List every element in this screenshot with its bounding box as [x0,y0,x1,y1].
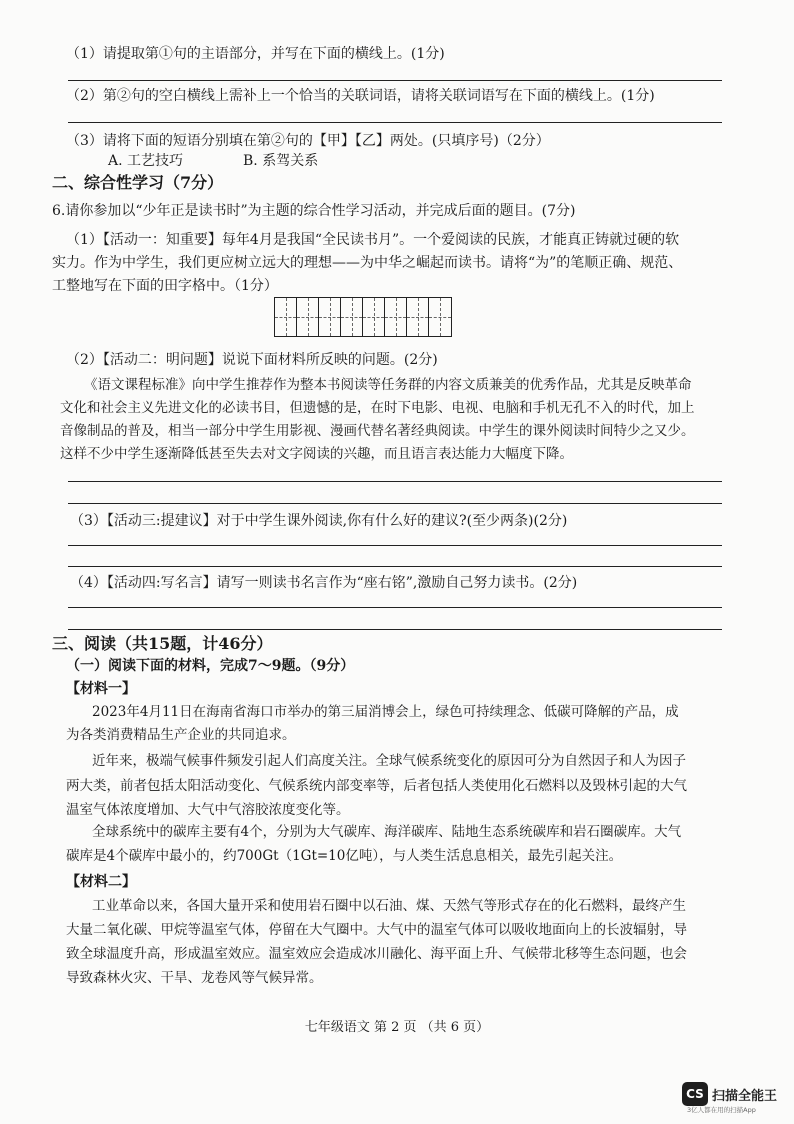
q5-sub1: （1）请提取第①句的主语部分，并写在下面的横线上。(1分) [66,46,445,62]
material1-line: 碳库是4个碳库中最小的，约700Gt（1Gt=10亿吨），与人类生活息息相关，最先引起关注。 [66,848,623,864]
scanner-tagline: 3亿人都在用的扫描App [687,1106,756,1114]
activity2-material-line: 音像制品的普及，相当一部分中学生用影视、漫画代替名著经典阅读。中学生的课外阅读时间特少之又少。 [60,423,695,439]
scanner-watermark [682,1082,777,1106]
q5-sub3: （3）请将下面的短语分别填在第②句的【甲】【乙】两处。(只填序号)（2分） [66,133,550,149]
activity1-line2: 实力。作为中学生，我们更应树立远大的理想——为中华之崛起而读书。请将“为”的笔顺正确、规范、 [52,255,683,271]
grid-cell [385,298,407,336]
answer-line [68,503,722,504]
section2-heading: 二、综合性学习（7分） [52,173,224,192]
q5-sub2: （2）第②句的空白横线上需补上一个恰当的关联词语，请将关联词语写在下面的横线上。(1分) [66,88,655,104]
answer-line [68,629,722,630]
material2-line: 致全球温度升高，形成温室效应。温室效应会造成冰川融化、海平面上升、气候带北移等生态问题，也会 [66,946,687,962]
material1-line: 温室气体浓度增加、大气中气溶胶浓度变化等。 [66,802,350,818]
material2-line: 大量二氧化碳、甲烷等温室气体，停留在大气圈中。大气中的温室气体可以吸收地面向上的长波辐射，导 [66,922,687,938]
grid-cell [275,298,297,336]
activity3: （3）【活动三:提建议】对于中学生课外阅读,你有什么好的建议?(至少两条)(2分) [70,513,568,529]
answer-line [68,481,722,482]
answer-line [68,545,722,546]
activity2-material-line: 《语文课程标准》向中学生推荐作为整本书阅读等任务群的内容文质兼美的优秀作品，尤其是反映革命 [84,377,692,393]
grid-cell [429,298,451,336]
material2-line: 导致森林火灾、干旱、龙卷风等气候异常。 [66,970,323,986]
material1-label: 【材料一】 [66,681,136,697]
activity1-line3: 工整地写在下面的田字格中。（1分） [52,278,278,294]
scanner-logo-icon: CS [682,1082,708,1106]
grid-cell [341,298,363,336]
activity2-title: （2）【活动二：明问题】说说下面材料所反映的问题。(2分) [66,352,438,368]
material1-line: 2023年4月11日在海南省海口市举办的第三届消博会上，绿色可持续理念、低碳可降解的产品，成 [92,704,679,720]
tianzige-grid [274,297,452,337]
material1-line: 全球系统中的碳库主要有4个，分别为大气碳库、海洋碳库、陆地生态系统碳库和岩石圈碳库。大气 [92,824,682,840]
grid-cell [363,298,385,336]
q5-option-b: B. 系驾关系 [243,153,319,169]
q5-option-a: A. 工艺技巧 [108,153,184,169]
material2-line: 工业革命以来，各国大量开采和使用岩石圈中以石油、煤、天然气等形式存在的化石燃料，最终产生 [92,898,686,914]
activity2-material-line: 这样不少中学生逐渐降低甚至失去对文字阅读的兴趣，而且语言表达能力大幅度下降。 [60,446,573,462]
answer-line [68,566,722,567]
section3-heading: 三、阅读（共15题，计46分） [52,634,273,653]
grid-cell [297,298,319,336]
q6-prompt: 6.请你参加以“少年正是读书时”为主题的综合性学习活动，并完成后面的题目。(7分) [52,203,576,219]
grid-cell [319,298,341,336]
page-footer: 七年级语文 第 2 页 （共 6 页） [304,1020,490,1035]
scanner-name: 扫描全能王 [712,1088,778,1104]
grid-cell [407,298,429,336]
material1-line: 为各类消费精品生产企业的共同追求。 [66,727,296,743]
activity4: （4）【活动四:写名言】请写一则读书名言作为“座右铭”,激励自己努力读书。(2分) [70,575,578,591]
material2-label: 【材料二】 [66,874,136,890]
material1-line: 近年来，极端气候事件频发引起人们高度关注。全球气候系统变化的原因可分为自然因子和人为因子 [92,753,686,769]
section3-part1: （一）阅读下面的材料，完成7～9题。（9分） [66,658,355,674]
activity1-line1: （1）【活动一：知重要】每年4月是我国“全民读书月”。一个爱阅读的民族，才能真正铸就过硬的软 [66,232,680,248]
answer-line [68,122,722,123]
answer-line [68,80,722,81]
answer-line [68,607,722,608]
activity2-material-line: 文化和社会主义先进文化的必读书目，但遗憾的是，在时下电影、电视、电脑和手机无孔不入的时代，加上 [60,400,695,416]
material1-line: 两大类，前者包括太阳活动变化、气候系统内部变率等，后者包括人类使用化石燃料以及毁林引起的大气 [66,778,687,794]
